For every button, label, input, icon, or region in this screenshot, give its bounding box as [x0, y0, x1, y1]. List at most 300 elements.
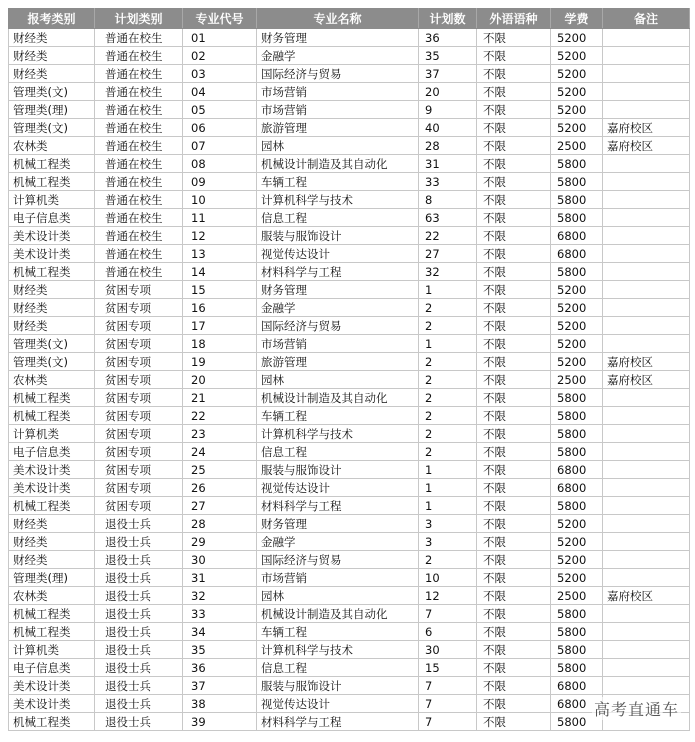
cell-major-code: 07: [183, 137, 257, 155]
table-row: [9, 443, 690, 461]
cell-category: 美术设计类: [9, 695, 95, 713]
cell-plan-count: 33: [419, 173, 477, 191]
cell-plan-count: 10: [419, 569, 477, 587]
cell-plan-type: 贫困专项: [95, 281, 183, 299]
table-row: [9, 299, 690, 317]
cell-major-name: 旅游管理: [257, 353, 419, 371]
cell-plan-type: 退役士兵: [95, 605, 183, 623]
header-tuition: 学费: [551, 9, 603, 29]
cell-plan-type: 普通在校生: [95, 155, 183, 173]
cell-language: 不限: [477, 479, 551, 497]
table-row: [9, 317, 690, 335]
cell-plan-count: 2: [419, 371, 477, 389]
cell-major-name: 国际经济与贸易: [257, 551, 419, 569]
cell-remarks: [603, 191, 690, 209]
table-row: [9, 425, 690, 443]
cell-major-name: 服装与服饰设计: [257, 677, 419, 695]
cell-remarks: [603, 173, 690, 191]
cell-tuition: 5800: [551, 659, 603, 677]
cell-language: 不限: [477, 461, 551, 479]
cell-major-name: 国际经济与贸易: [257, 65, 419, 83]
cell-major-code: 10: [183, 191, 257, 209]
cell-plan-count: 2: [419, 299, 477, 317]
cell-language: 不限: [477, 101, 551, 119]
cell-language: 不限: [477, 425, 551, 443]
cell-tuition: 5800: [551, 389, 603, 407]
cell-remarks: [603, 515, 690, 533]
cell-category: 美术设计类: [9, 245, 95, 263]
cell-tuition: 5200: [551, 299, 603, 317]
cell-language: 不限: [477, 65, 551, 83]
cell-major-name: 金融学: [257, 47, 419, 65]
cell-major-name: 计算机科学与技术: [257, 425, 419, 443]
cell-plan-type: 贫困专项: [95, 407, 183, 425]
cell-remarks: [603, 29, 690, 47]
cell-plan-type: 普通在校生: [95, 137, 183, 155]
cell-major-code: 17: [183, 317, 257, 335]
cell-language: 不限: [477, 659, 551, 677]
cell-category: 电子信息类: [9, 443, 95, 461]
cell-major-name: 服装与服饰设计: [257, 461, 419, 479]
header-plan-type: 计划类别: [95, 9, 183, 29]
cell-category: 机械工程类: [9, 623, 95, 641]
cell-major-name: 视觉传达设计: [257, 245, 419, 263]
cell-major-name: 旅游管理: [257, 119, 419, 137]
cell-language: 不限: [477, 155, 551, 173]
cell-language: 不限: [477, 587, 551, 605]
cell-plan-type: 普通在校生: [95, 209, 183, 227]
cell-plan-type: 贫困专项: [95, 389, 183, 407]
cell-plan-count: 32: [419, 263, 477, 281]
cell-category: 机械工程类: [9, 713, 95, 731]
table-row: [9, 515, 690, 533]
cell-category: 管理类(文): [9, 353, 95, 371]
cell-major-code: 33: [183, 605, 257, 623]
cell-language: 不限: [477, 407, 551, 425]
table-row: [9, 263, 690, 281]
cell-language: 不限: [477, 119, 551, 137]
cell-plan-type: 普通在校生: [95, 47, 183, 65]
cell-plan-type: 普通在校生: [95, 227, 183, 245]
cell-plan-type: 退役士兵: [95, 587, 183, 605]
cell-category: 美术设计类: [9, 227, 95, 245]
cell-language: 不限: [477, 29, 551, 47]
cell-category: 机械工程类: [9, 497, 95, 515]
cell-plan-type: 退役士兵: [95, 659, 183, 677]
cell-major-name: 机械设计制造及其自动化: [257, 389, 419, 407]
cell-major-name: 财务管理: [257, 29, 419, 47]
cell-plan-count: 31: [419, 155, 477, 173]
cell-remarks: [603, 209, 690, 227]
cell-category: 美术设计类: [9, 479, 95, 497]
cell-category: 财经类: [9, 281, 95, 299]
cell-major-code: 22: [183, 407, 257, 425]
cell-major-name: 财务管理: [257, 281, 419, 299]
cell-tuition: 6800: [551, 695, 603, 713]
cell-major-code: 37: [183, 677, 257, 695]
cell-major-code: 25: [183, 461, 257, 479]
cell-tuition: 5800: [551, 713, 603, 731]
cell-major-code: 20: [183, 371, 257, 389]
cell-remarks: [603, 281, 690, 299]
cell-tuition: 5800: [551, 173, 603, 191]
header-major-name: 专业名称: [257, 9, 419, 29]
cell-plan-type: 贫困专项: [95, 335, 183, 353]
cell-remarks: [603, 155, 690, 173]
cell-remarks: [603, 389, 690, 407]
cell-major-name: 园林: [257, 371, 419, 389]
cell-language: 不限: [477, 335, 551, 353]
cell-language: 不限: [477, 497, 551, 515]
cell-tuition: 5200: [551, 29, 603, 47]
cell-plan-type: 普通在校生: [95, 29, 183, 47]
cell-language: 不限: [477, 353, 551, 371]
cell-major-code: 02: [183, 47, 257, 65]
cell-tuition: 2500: [551, 371, 603, 389]
cell-language: 不限: [477, 173, 551, 191]
cell-language: 不限: [477, 695, 551, 713]
cell-plan-count: 8: [419, 191, 477, 209]
cell-remarks: [603, 245, 690, 263]
cell-category: 财经类: [9, 65, 95, 83]
cell-tuition: 5200: [551, 83, 603, 101]
table-row: [9, 353, 690, 371]
cell-plan-type: 贫困专项: [95, 497, 183, 515]
cell-plan-type: 普通在校生: [95, 245, 183, 263]
cell-major-name: 计算机科学与技术: [257, 191, 419, 209]
header-major-code: 专业代号: [183, 9, 257, 29]
cell-category: 机械工程类: [9, 605, 95, 623]
cell-remarks: 嘉府校区: [603, 119, 690, 137]
cell-category: 电子信息类: [9, 209, 95, 227]
cell-tuition: 6800: [551, 479, 603, 497]
cell-plan-type: 贫困专项: [95, 461, 183, 479]
cell-plan-type: 贫困专项: [95, 371, 183, 389]
cell-major-name: 机械设计制造及其自动化: [257, 605, 419, 623]
table-row: [9, 623, 690, 641]
cell-category: 管理类(文): [9, 119, 95, 137]
cell-plan-type: 贫困专项: [95, 353, 183, 371]
cell-plan-count: 12: [419, 587, 477, 605]
cell-plan-type: 普通在校生: [95, 101, 183, 119]
cell-major-name: 车辆工程: [257, 173, 419, 191]
cell-plan-type: 贫困专项: [95, 443, 183, 461]
cell-remarks: [603, 659, 690, 677]
cell-language: 不限: [477, 677, 551, 695]
cell-language: 不限: [477, 569, 551, 587]
cell-tuition: 5200: [551, 101, 603, 119]
cell-major-name: 材料科学与工程: [257, 263, 419, 281]
cell-remarks: [603, 641, 690, 659]
cell-language: 不限: [477, 605, 551, 623]
cell-remarks: 嘉府校区: [603, 587, 690, 605]
cell-major-code: 12: [183, 227, 257, 245]
table-row: [9, 227, 690, 245]
table-row: [9, 641, 690, 659]
table-row: [9, 659, 690, 677]
cell-major-name: 金融学: [257, 533, 419, 551]
cell-major-code: 29: [183, 533, 257, 551]
cell-plan-type: 贫困专项: [95, 317, 183, 335]
cell-category: 电子信息类: [9, 659, 95, 677]
cell-major-name: 市场营销: [257, 83, 419, 101]
cell-tuition: 5800: [551, 425, 603, 443]
cell-category: 财经类: [9, 317, 95, 335]
cell-remarks: [603, 569, 690, 587]
header-plan-count: 计划数: [419, 9, 477, 29]
cell-major-name: 材料科学与工程: [257, 497, 419, 515]
cell-major-code: 05: [183, 101, 257, 119]
cell-tuition: 6800: [551, 227, 603, 245]
cell-plan-type: 退役士兵: [95, 569, 183, 587]
cell-major-name: 车辆工程: [257, 407, 419, 425]
cell-tuition: 5800: [551, 263, 603, 281]
cell-tuition: 5200: [551, 569, 603, 587]
cell-category: 美术设计类: [9, 677, 95, 695]
cell-plan-count: 2: [419, 551, 477, 569]
cell-remarks: 嘉府校区: [603, 137, 690, 155]
cell-major-code: 09: [183, 173, 257, 191]
cell-major-code: 08: [183, 155, 257, 173]
table-row: [9, 461, 690, 479]
table-row: [9, 551, 690, 569]
cell-category: 管理类(文): [9, 83, 95, 101]
table-row: [9, 137, 690, 155]
cell-remarks: [603, 425, 690, 443]
cell-language: 不限: [477, 317, 551, 335]
cell-language: 不限: [477, 281, 551, 299]
cell-tuition: 2500: [551, 587, 603, 605]
cell-remarks: [603, 317, 690, 335]
cell-major-name: 金融学: [257, 299, 419, 317]
header-language: 外语语种: [477, 9, 551, 29]
cell-remarks: [603, 479, 690, 497]
table-row: [9, 533, 690, 551]
cell-major-code: 30: [183, 551, 257, 569]
cell-major-code: 16: [183, 299, 257, 317]
cell-major-name: 信息工程: [257, 443, 419, 461]
cell-major-code: 23: [183, 425, 257, 443]
table-row: [9, 245, 690, 263]
cell-remarks: [603, 605, 690, 623]
cell-plan-type: 退役士兵: [95, 533, 183, 551]
cell-plan-count: 7: [419, 677, 477, 695]
cell-category: 机械工程类: [9, 389, 95, 407]
cell-category: 农林类: [9, 137, 95, 155]
cell-plan-count: 2: [419, 389, 477, 407]
cell-major-code: 04: [183, 83, 257, 101]
cell-major-code: 35: [183, 641, 257, 659]
cell-tuition: 5800: [551, 209, 603, 227]
cell-remarks: 嘉府校区: [603, 371, 690, 389]
cell-category: 计算机类: [9, 191, 95, 209]
cell-major-code: 28: [183, 515, 257, 533]
cell-major-code: 38: [183, 695, 257, 713]
cell-plan-count: 27: [419, 245, 477, 263]
cell-language: 不限: [477, 137, 551, 155]
cell-tuition: 5800: [551, 155, 603, 173]
cell-plan-count: 20: [419, 83, 477, 101]
cell-plan-count: 1: [419, 461, 477, 479]
cell-remarks: [603, 101, 690, 119]
cell-remarks: [603, 299, 690, 317]
cell-remarks: [603, 623, 690, 641]
cell-tuition: 6800: [551, 245, 603, 263]
cell-plan-count: 28: [419, 137, 477, 155]
cell-language: 不限: [477, 47, 551, 65]
cell-plan-count: 7: [419, 713, 477, 731]
cell-remarks: 嘉府校区: [603, 353, 690, 371]
cell-major-code: 11: [183, 209, 257, 227]
cell-category: 机械工程类: [9, 263, 95, 281]
cell-category: 机械工程类: [9, 173, 95, 191]
cell-major-code: 19: [183, 353, 257, 371]
cell-major-name: 车辆工程: [257, 623, 419, 641]
cell-category: 财经类: [9, 299, 95, 317]
cell-plan-count: 2: [419, 353, 477, 371]
cell-tuition: 5200: [551, 551, 603, 569]
cell-category: 美术设计类: [9, 461, 95, 479]
cell-major-code: 36: [183, 659, 257, 677]
table-row: [9, 695, 690, 713]
cell-plan-type: 退役士兵: [95, 641, 183, 659]
cell-plan-count: 36: [419, 29, 477, 47]
cell-plan-count: 9: [419, 101, 477, 119]
cell-major-code: 06: [183, 119, 257, 137]
cell-plan-type: 退役士兵: [95, 515, 183, 533]
table-row: [9, 713, 690, 731]
header-row: [9, 9, 690, 29]
cell-remarks: [603, 83, 690, 101]
cell-tuition: 5200: [551, 281, 603, 299]
cell-tuition: 5800: [551, 605, 603, 623]
table-row: [9, 371, 690, 389]
cell-major-name: 服装与服饰设计: [257, 227, 419, 245]
cell-remarks: [603, 65, 690, 83]
cell-major-code: 18: [183, 335, 257, 353]
cell-category: 机械工程类: [9, 407, 95, 425]
cell-tuition: 5200: [551, 515, 603, 533]
table-body: [9, 29, 690, 731]
cell-category: 机械工程类: [9, 155, 95, 173]
cell-remarks: [603, 47, 690, 65]
cell-plan-count: 22: [419, 227, 477, 245]
cell-tuition: 5800: [551, 641, 603, 659]
cell-tuition: 6800: [551, 677, 603, 695]
cell-tuition: 5200: [551, 317, 603, 335]
header-remarks: 备注: [603, 9, 690, 29]
cell-category: 管理类(理): [9, 569, 95, 587]
table-row: [9, 191, 690, 209]
cell-tuition: 6800: [551, 461, 603, 479]
cell-category: 计算机类: [9, 425, 95, 443]
cell-plan-count: 2: [419, 407, 477, 425]
cell-category: 管理类(文): [9, 335, 95, 353]
table-row: [9, 677, 690, 695]
cell-language: 不限: [477, 299, 551, 317]
cell-tuition: 5200: [551, 533, 603, 551]
cell-plan-count: 2: [419, 443, 477, 461]
cell-major-name: 计算机科学与技术: [257, 641, 419, 659]
cell-category: 农林类: [9, 371, 95, 389]
cell-plan-count: 15: [419, 659, 477, 677]
cell-language: 不限: [477, 263, 551, 281]
cell-major-name: 视觉传达设计: [257, 695, 419, 713]
table-row: [9, 47, 690, 65]
cell-plan-type: 贫困专项: [95, 425, 183, 443]
cell-plan-count: 63: [419, 209, 477, 227]
cell-major-code: 03: [183, 65, 257, 83]
cell-tuition: 5200: [551, 65, 603, 83]
cell-major-code: 39: [183, 713, 257, 731]
cell-plan-type: 普通在校生: [95, 83, 183, 101]
cell-remarks: [603, 263, 690, 281]
cell-category: 财经类: [9, 515, 95, 533]
cell-tuition: 5200: [551, 47, 603, 65]
cell-remarks: [603, 407, 690, 425]
cell-category: 财经类: [9, 47, 95, 65]
cell-major-name: 材料科学与工程: [257, 713, 419, 731]
cell-major-name: 市场营销: [257, 569, 419, 587]
cell-major-code: 32: [183, 587, 257, 605]
cell-major-code: 15: [183, 281, 257, 299]
table-row: [9, 155, 690, 173]
table-row: [9, 281, 690, 299]
cell-language: 不限: [477, 209, 551, 227]
cell-plan-type: 普通在校生: [95, 263, 183, 281]
cell-major-code: 26: [183, 479, 257, 497]
cell-plan-type: 退役士兵: [95, 623, 183, 641]
table-row: [9, 101, 690, 119]
cell-language: 不限: [477, 83, 551, 101]
cell-language: 不限: [477, 389, 551, 407]
cell-language: 不限: [477, 713, 551, 731]
cell-plan-type: 普通在校生: [95, 65, 183, 83]
table-row: [9, 605, 690, 623]
cell-plan-count: 7: [419, 605, 477, 623]
cell-plan-type: 退役士兵: [95, 695, 183, 713]
table-row: [9, 335, 690, 353]
cell-tuition: 2500: [551, 137, 603, 155]
cell-plan-type: 贫困专项: [95, 299, 183, 317]
cell-major-name: 视觉传达设计: [257, 479, 419, 497]
cell-major-name: 国际经济与贸易: [257, 317, 419, 335]
cell-major-code: 34: [183, 623, 257, 641]
cell-remarks: [603, 335, 690, 353]
cell-plan-count: 3: [419, 533, 477, 551]
cell-major-code: 24: [183, 443, 257, 461]
cell-plan-count: 7: [419, 695, 477, 713]
cell-major-name: 信息工程: [257, 209, 419, 227]
cell-plan-type: 普通在校生: [95, 119, 183, 137]
cell-plan-count: 35: [419, 47, 477, 65]
cell-plan-type: 退役士兵: [95, 551, 183, 569]
cell-tuition: 5800: [551, 191, 603, 209]
cell-remarks: [603, 551, 690, 569]
cell-tuition: 5200: [551, 119, 603, 137]
cell-language: 不限: [477, 227, 551, 245]
cell-category: 财经类: [9, 551, 95, 569]
cell-category: 计算机类: [9, 641, 95, 659]
cell-remarks: [603, 533, 690, 551]
table-row: [9, 497, 690, 515]
table-row: [9, 407, 690, 425]
cell-major-code: 21: [183, 389, 257, 407]
table-row: [9, 587, 690, 605]
cell-tuition: 5800: [551, 623, 603, 641]
cell-plan-count: 30: [419, 641, 477, 659]
cell-tuition: 5800: [551, 497, 603, 515]
